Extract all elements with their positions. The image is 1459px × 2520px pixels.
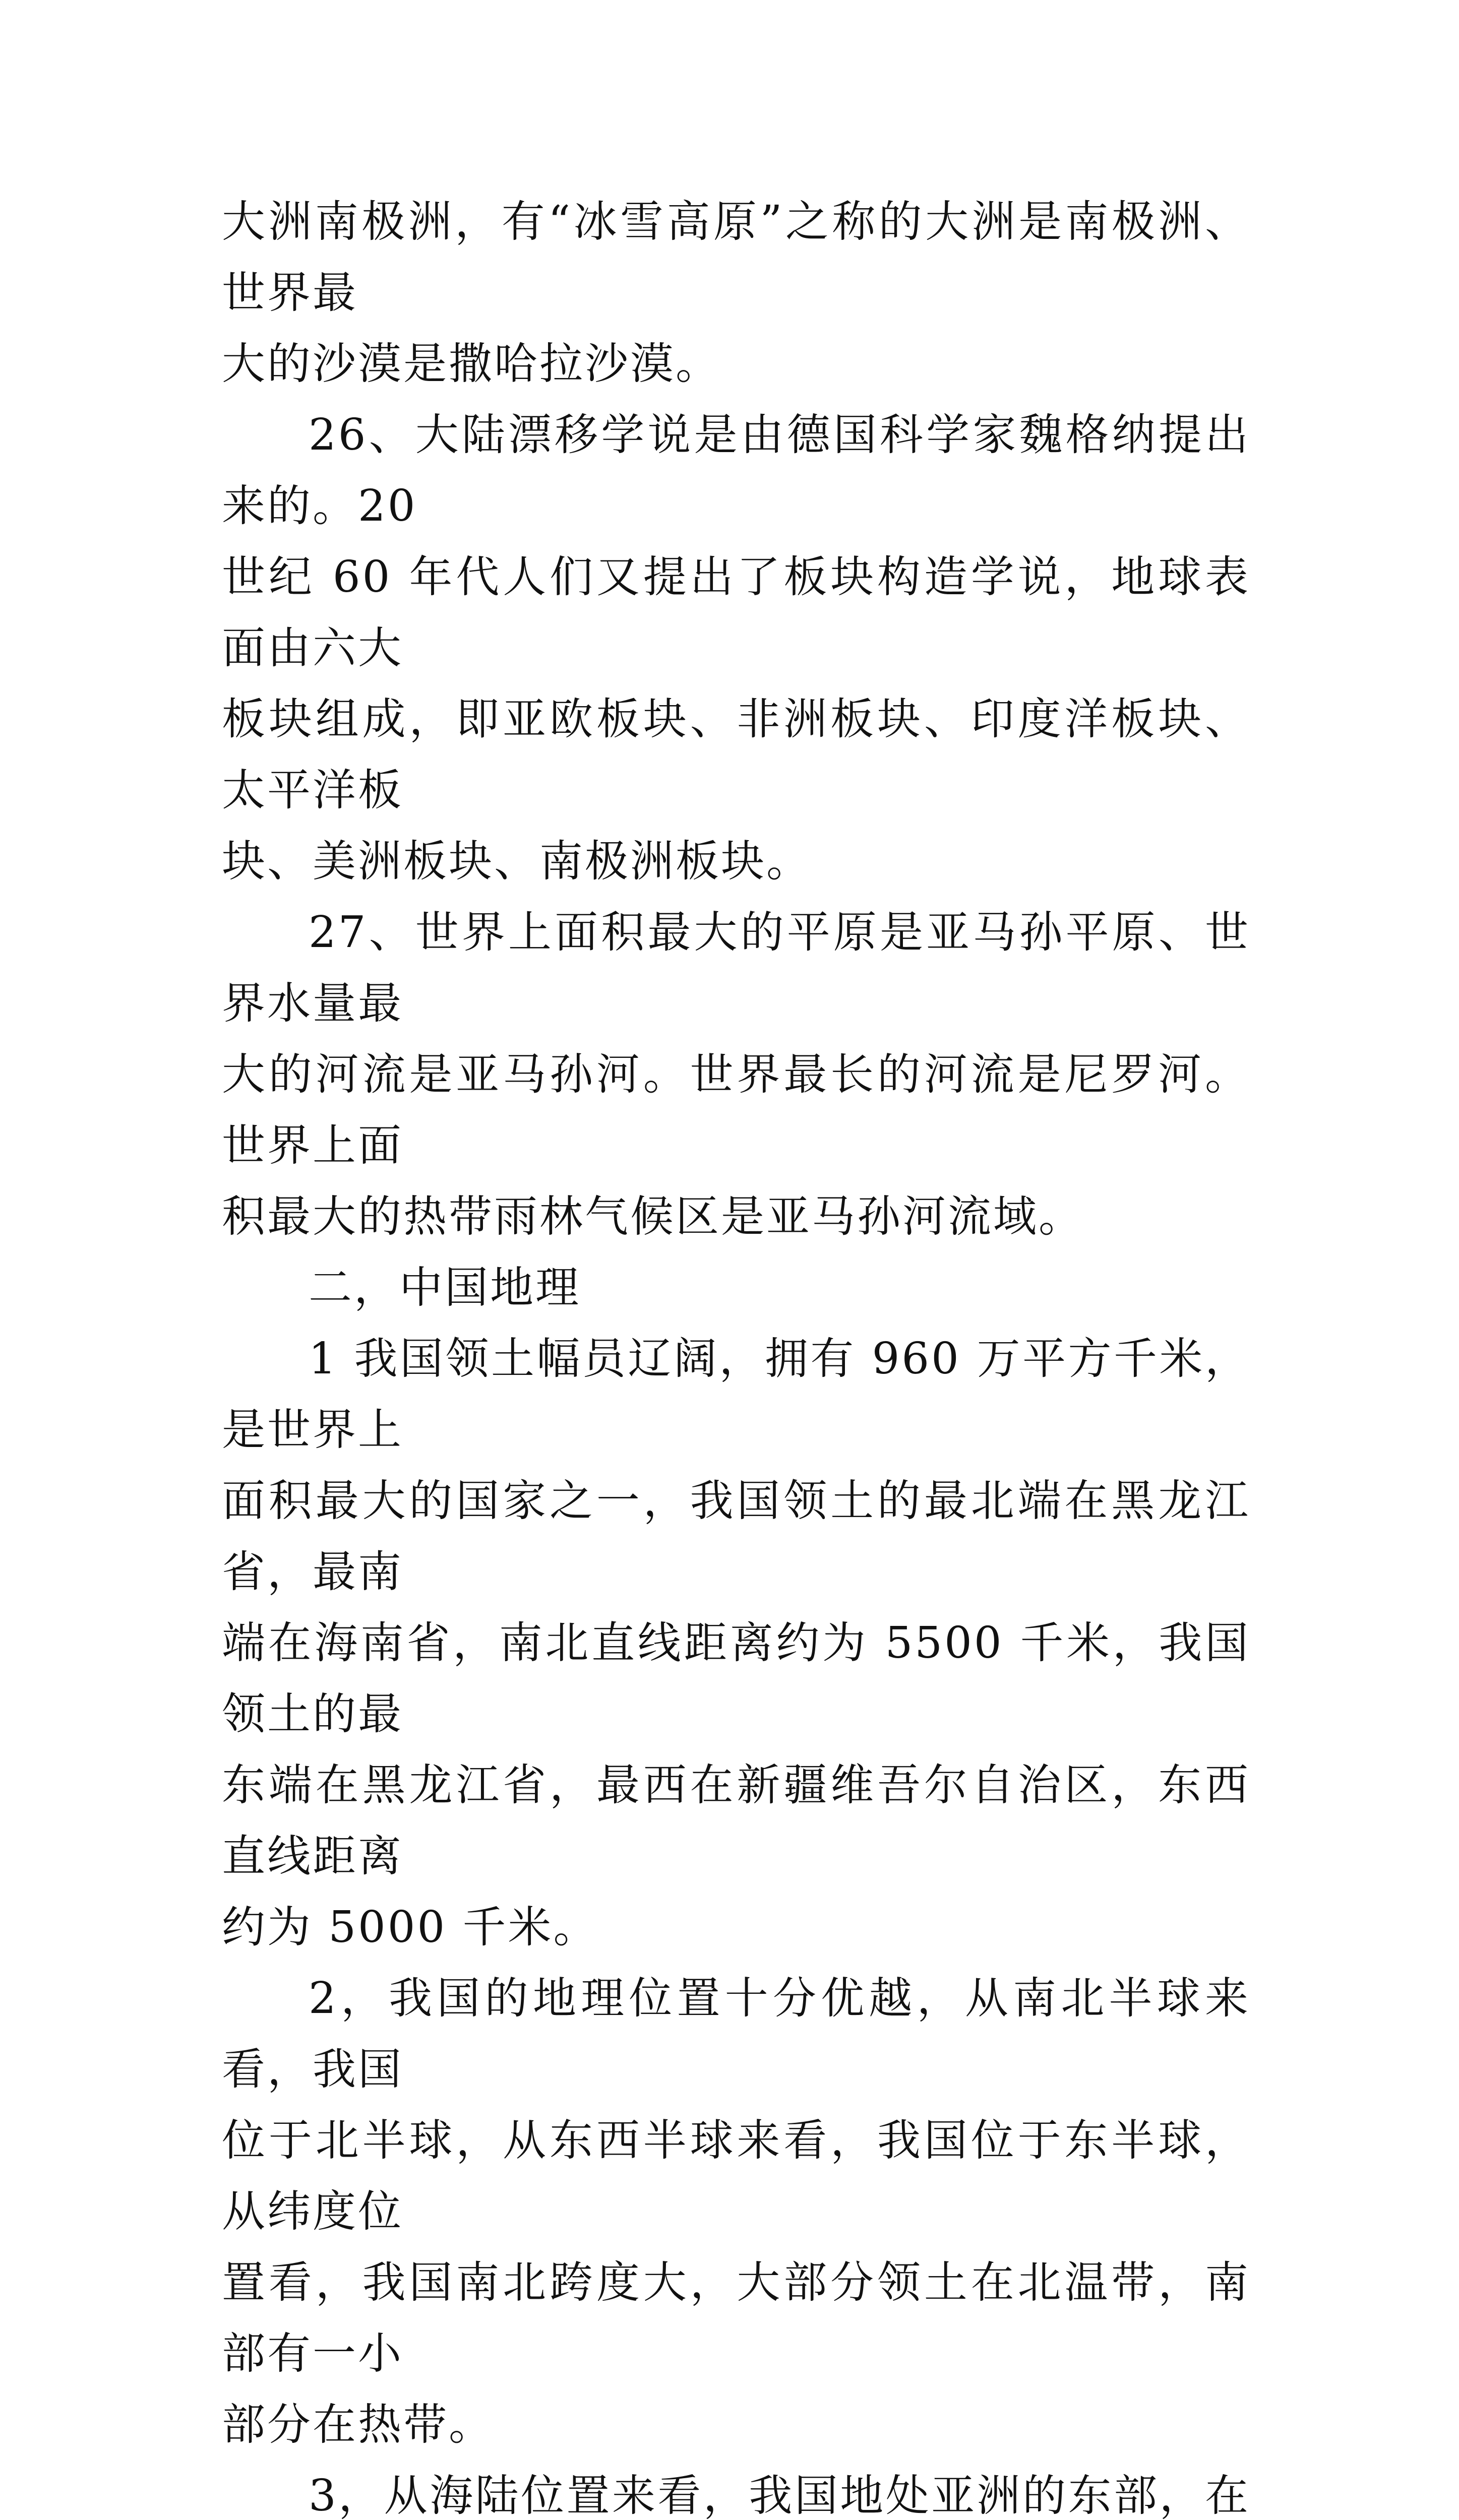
paragraph-2: 2，我国的地理位置十分优越，从南北半球来看，我国 位于北半球，从东西半球来看，我国位于东半球，从纬度位 置看，我国南北跨度大，大部分领土在北温带，南部有一小 部分在热带。: [222, 1973, 1250, 2450]
paragraph-3: 3，从海陆位置来看，我国地处亚洲的东部，在: [309, 2471, 1250, 2520]
paragraph-26: 26、大陆漂移学说是由德国科学家魏格纳提出来的。20 世纪 60 年代人们又提出了板块构造学说，地球表面由六大 板块组成，即亚欧板块、非洲板块、印度洋板块、太平洋板 块、美洲板块、南极洲板块。: [222, 410, 1250, 887]
paragraph-continuation: 大洲南极洲，有“冰雪高原”之称的大洲是南极洲、世界最 大的沙漠是撒哈拉沙漠。: [222, 197, 1250, 389]
section-heading-china-geography: 二，中国地理: [309, 1263, 581, 1313]
paragraph-1: 1 我国领土幅员辽阔，拥有 960 万平方千米，是世界上 面积最大的国家之一，我国领土的最北端在黑龙江省，最南 端在海南省，南北直线距离约为 5500 千米，我国领土的最 东端在黑龙江省，最西在新疆维吾尔自治区，东西直线距离 约为 5000 千米。: [222, 1334, 1250, 1952]
paragraph-27: 27、世界上面积最大的平原是亚马孙平原、世界水量最 大的河流是亚马孙河。世界最长的河流是尼罗河。世界上面 积最大的热带雨林气候区是亚马孙河流域。: [222, 907, 1250, 1242]
document-body: [222, 186, 1250, 2520]
